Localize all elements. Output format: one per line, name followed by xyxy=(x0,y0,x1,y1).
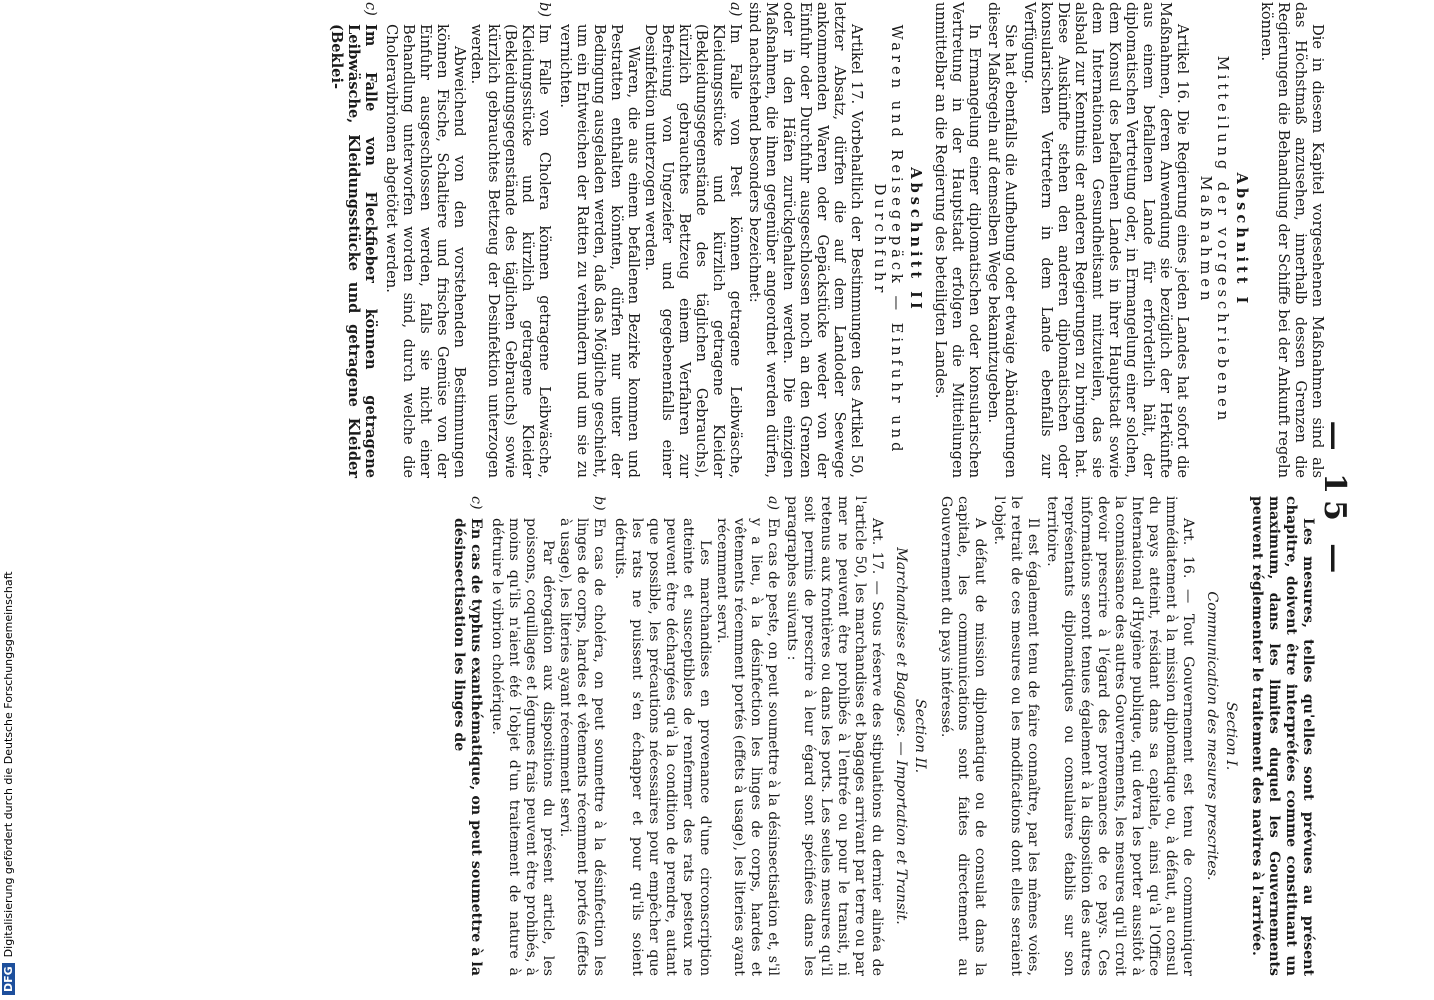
german-section-2-heading: Abschnitt II xyxy=(907,167,924,313)
item-label: c) xyxy=(468,496,484,510)
french-section-2-heading: Section II. xyxy=(912,698,928,774)
french-article-16: Art. 16. — Tout Gouvernement est tenu de communiquer immédiatement à la mission diplomatique ou, à défaut, au consul du pays atteint, résidant dans sa capitale, ainsi qu'à l'Office International d'Hygiène publique, qui devra les porter aussitôt à la connaissance des autres Gouvernements, les mesures qu'il croit devoir prescrire à l'égard des provenances de ce pays. Ces informations seront tenues également à la disposition des autres représentants diplomatiques ou consulaires établis sur son territoire. xyxy=(1044,496,1196,976)
german-item-c xyxy=(328,2,379,478)
item-label: b) xyxy=(591,496,607,511)
french-article-16-para-3: A défaut de mission diplomatique ou de consulat dans la capitale, les communications sont faites directement au Gouvernement du pays intéressé. xyxy=(938,496,988,976)
french-article-16-para-2: Il est également tenu de faire connaître, par les mêmes voies, le retrait de ces mesures ou les modifications dont elles seraient l'objet. xyxy=(991,496,1041,976)
french-item-a xyxy=(611,496,781,976)
french-section-1-subheading: Communication des mesures prescrites. xyxy=(1204,591,1220,881)
french-item-b xyxy=(488,496,607,976)
french-item-b-para-2: Par dérogation aux dispositions du présent article, les poissons, coquillages et légumes frais peuvent être prohibés, à moins qu'ils n'aient été l'objet d'un traitement de nature à détruire le vibrion cholérique. xyxy=(489,518,556,976)
german-item-a xyxy=(557,2,744,478)
digitization-credit-text: Digitalisierung gefördert durch die Deutsche Forschungsgemeinschaft xyxy=(2,571,15,958)
german-article-17: Artikel 17. Vorbehaltlich der Bestimmungen des Artikel 50, letzter Absatz, dürfen die auf dem Landoder Seewege ankommenden Waren oder Gepäckstücke weder von der Einfuhr oder Durchfuhr ausgeschlossen noch an den Grenzen oder in den Häfen zurückgehalten werden. Die einzigen Maßnahmen, die ihnen gegenüber angeordnet werden dürfen, sind nachstehend besonders bezeichnet: xyxy=(746,2,865,478)
german-item-b-text: Im Falle von Cholera können getragene Leibwäsche, Kleidungsstücke und kürzlich getragene Kleider (Bekleidungsgegenstände des täglichen Gebrauchs) sowie kürzlich gebrauchtes Bettzeug der Desinfektion unterzogen werden. xyxy=(468,24,553,478)
german-article-16-para-2: Sie hat ebenfalls die Aufhebung oder etwaige Abänderungen dieser Maßregeln auf demselben Wege bekanntzugeben. xyxy=(985,2,1019,478)
french-article-17: Art. 17. — Sous réserve des stipulations du dernier alinéa de l'article 50, les marchandises et bagages arrivant par terre ou par mer ne peuvent être prohibés à l'entrée ou pour le transit, ni retenus aux frontières ou dans les ports. Les seules mesures qu'il soit permis de prescrire à leur égard sont spécifiées dans les paragraphes suivants : xyxy=(784,496,885,976)
french-item-c xyxy=(450,496,484,976)
german-section-1-subheading: Mitteilung der vorgeschriebenen Maßnahmen xyxy=(1197,55,1231,425)
german-article-16: Artikel 16. Die Regierung eines jeden Landes hat sofort die Maßnahmen, deren Anwendung sie bezüglich der Herkünfte aus einem befallenen Lande für erforderlich hält, der diplomatischen Vertretung oder, in Ermangelung einer solchen, dem Konsul des befallenen Landes in ihrer Hauptstadt sowie dem Internationalen Gesundheitsamt mitzuteilen, das sie alsbald zur Kenntnis der anderen Regierungen zu bringen hat. Diese Auskünfte stehen den anderen diplomatischen oder konsularischen Vertretern in dem Lande ebenfalls zur Verfügung. xyxy=(1021,2,1191,478)
digitization-credit xyxy=(2,571,15,995)
french-intro: Les mesures, telles qu'elles sont prévues au présent chapitre, doivent être interprétées comme constituant un maximum, dans les limites duquel les Gouvernements peuvent réglementer le traitement des navires à l'arrivée. xyxy=(1249,496,1316,976)
item-label: c) xyxy=(362,2,379,16)
french-text-column xyxy=(446,496,1316,976)
german-article-16-para-3: In Ermangelung einer diplomatischen oder konsularischen Vertretung in der Hauptstadt erfolgen die Mitteilungen unmittelbar an die Regierung des beteiligten Landes. xyxy=(932,2,983,478)
french-section-2-subheading: Marchandises et Bagages. — Importation et Transit. xyxy=(893,547,909,925)
french-item-a-text: En cas de peste, on peut soumettre à la désinsectisation et, s'il y a lieu, à la désinfection les linges de corps, hardes et vêtements récemment portés (effets à usage), les literies ayant récemment servi. xyxy=(714,518,781,976)
german-item-a-text: Im Falle von Pest können getragene Leibwäsche, Kleidungsstücke und kürzlich getragene Kleider (Bekleidungsgegenstände des täglichen Gebrauchs), kürzlich gebrauchtes Bettzeug einem Verfahren zur Befreiung von Ungeziefer und gegebenenfalls einer Desinfektion unterzogen werden. xyxy=(642,24,744,478)
french-item-c-text: En cas de typhus exanthématique, on peut soumettre à la désinsectisation les linges de xyxy=(451,518,484,976)
dfg-logo-icon: DFG xyxy=(2,963,15,995)
item-label: b) xyxy=(536,2,553,18)
german-item-b-para-2: Abweichend von den vorstehenden Bestimmungen können Fische, Schaltiere und frisches Gemüse von der Einfuhr ausgeschlossen werden, falls sie nicht einer Behandlung unterworfen worden sind, durch welche die Choleravibrionen abgetötet werden. xyxy=(383,24,468,478)
german-text-column xyxy=(324,2,1326,478)
item-label: a) xyxy=(727,2,744,17)
french-section-1-heading: Section I. xyxy=(1223,701,1239,771)
german-section-2-subheading: Waren und Reisegepäck — Einfuhr und Durchfuhr xyxy=(871,24,905,456)
german-section-1-heading: Abschnitt I xyxy=(1233,172,1250,308)
french-item-a-para-2: Les marchandises en provenance d'une circonscription atteinte et susceptibles de renfermer des rats pesteux ne peuvent être déchargées qu'à la condition de prendre, autant que possible, les précautions nécessaires pour empêcher que les rats ne puissent s'en échapper et pour qu'ils soient détruits. xyxy=(612,518,713,976)
page-number: — 15 — xyxy=(1317,420,1352,580)
french-item-b-text: En cas de choléra, on peut soumettre à la désinfection les linges de corps, hardes et vêtements récemment portés (effets à usage), les literies ayant récemment servi. xyxy=(557,518,607,976)
item-label: a) xyxy=(765,496,781,510)
german-item-b xyxy=(383,2,553,478)
german-intro: Die in diesem Kapitel vorgesehenen Maßnahmen sind als das Höchstmaß anzusehen, innerhalb dessen Grenzen die Regierungen die Behandlung der Schiffe bei der Ankunft regeln können. xyxy=(1258,2,1326,478)
german-item-c-text: Im Falle von Fleckfieber können getragene Leibwäsche, Kleidungsstücke und getragene Kleider (Beklei- xyxy=(328,24,379,478)
german-item-a-para-2: Waren, die aus einem befallenen Bezirke kommen und Pestratten enthalten könnten, dürfen nur unter der Bedingung ausgeladen werden, daß das Mögliche geschieht, um ein Entweichen der Ratten zu verhindern und um sie zu vernichten. xyxy=(557,24,642,478)
